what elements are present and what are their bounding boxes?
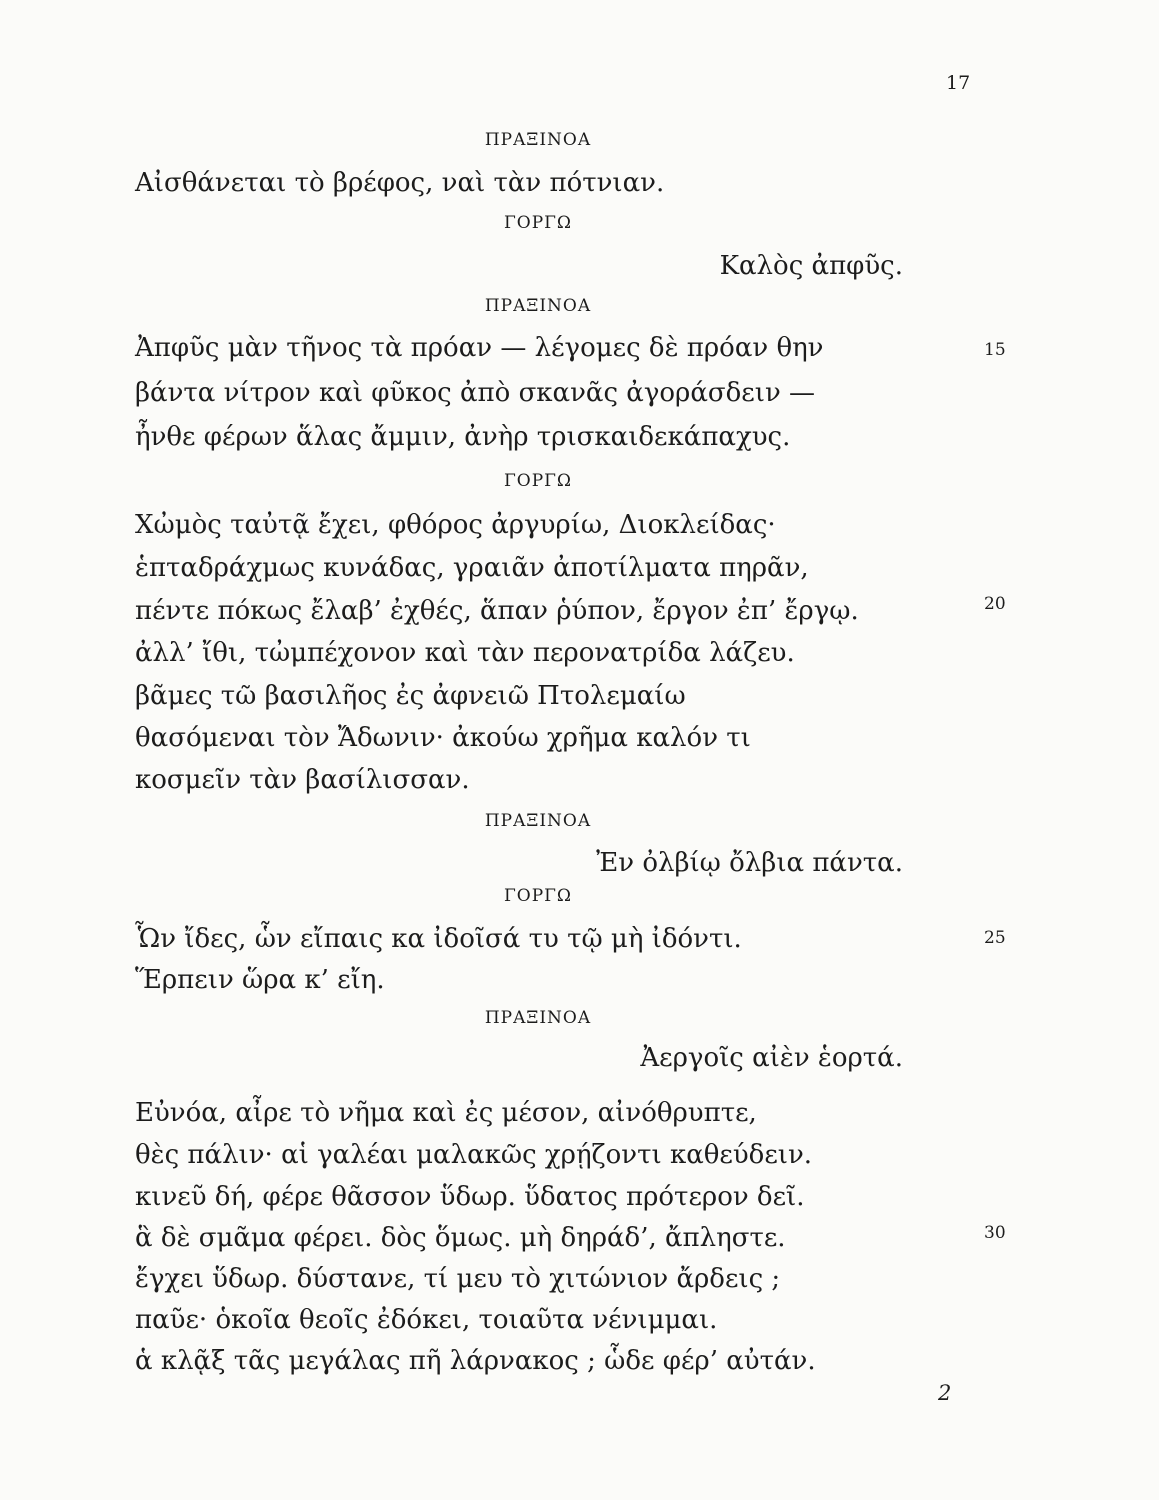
page-number: 17 bbox=[946, 72, 971, 94]
verse-line: ἁ κλᾷξ τᾶς μεγάλας πῆ λάρνακος ; ὧδε φέρ’ αὐτάν. bbox=[135, 1346, 816, 1376]
line-number: 25 bbox=[984, 928, 1006, 948]
verse-line: βᾶμες τῶ βασιλῆος ἐς ἀφνειῶ Πτολεμαίω bbox=[135, 681, 686, 711]
verse-line: Χὠμὸς ταὐτᾷ ἔχει, φθόρος ἀργυρίω, Διοκλείδας· bbox=[135, 510, 776, 540]
speaker-heading: ΠΡΑΞΙΝΟΑ bbox=[484, 1008, 592, 1028]
verse-line: Καλὸς ἀπφῦς. bbox=[719, 251, 903, 281]
verse-line: παῦε· ὁκοῖα θεοῖς ἐδόκει, τοιαῦτα νένιμμαι. bbox=[135, 1305, 718, 1335]
line-number: 15 bbox=[984, 340, 1006, 360]
speaker-heading: ΓΟΡΓΩ bbox=[503, 213, 573, 233]
speaker-heading: ΓΟΡΓΩ bbox=[503, 886, 573, 906]
verse-line: ἃ δὲ σμᾶμα φέρει. δὸς ὅμως. μὴ δηράδ’, ἄπληστε. bbox=[135, 1223, 786, 1253]
verse-line: πέντε πόκως ἔλαβ’ ἐχθές, ἅπαν ῥύπον, ἔργον ἐπ’ ἔργῳ. bbox=[135, 596, 859, 626]
verse-line: Αἰσθάνεται τὸ βρέφος, ναὶ τὰν πότνιαν. bbox=[135, 168, 665, 198]
verse-line: κοσμεῖν τὰν βασίλισσαν. bbox=[135, 765, 470, 795]
verse-line: ἀλλ’ ἴθι, τὠμπέχονον καὶ τὰν περονατρίδα λάζευ. bbox=[135, 638, 795, 668]
verse-line: Ὧν ἴδες, ὧν εἴπαις κα ἰδοῖσά τυ τῷ μὴ ἰδόντι. bbox=[135, 924, 742, 954]
verse-line: θασόμεναι τὸν Ἄδωνιν· ἀκούω χρῆμα καλόν τι bbox=[135, 723, 751, 753]
verse-line: Ἐν ὀλβίῳ ὄλβια πάντα. bbox=[596, 848, 903, 878]
verse-line: Εὐνόα, αἶρε τὸ νῆμα καὶ ἐς μέσον, αἰνόθρυπτε, bbox=[135, 1098, 757, 1128]
verse-line: ἑπταδράχμως κυνάδας, γραιᾶν ἀποτίλματα πηρᾶν, bbox=[135, 553, 809, 583]
speaker-heading: ΠΡΑΞΙΝΟΑ bbox=[484, 811, 592, 831]
verse-line: ἔγχει ὕδωρ. δύστανε, τί μευ τὸ χιτώνιον ἄρδεις ; bbox=[135, 1264, 781, 1294]
verse-line: ἦνθε φέρων ἅλας ἄμμιν, ἀνὴρ τρισκαιδεκάπαχυς. bbox=[135, 422, 791, 452]
verse-line: βάντα νίτρον καὶ φῦκος ἀπὸ σκανᾶς ἀγοράσδειν — bbox=[135, 378, 816, 408]
line-number: 20 bbox=[984, 594, 1006, 614]
verse-line: θὲς πάλιν· αἱ γαλέαι μαλακῶς χρῄζοντι καθεύδειν. bbox=[135, 1140, 813, 1170]
verse-line: κινεῦ δή, φέρε θᾶσσον ὕδωρ. ὕδατος πρότερον δεῖ. bbox=[135, 1182, 805, 1212]
verse-line: Ἀπφῦς μὰν τῆνος τὰ πρόαν — λέγομες δὲ πρόαν θην bbox=[135, 333, 824, 363]
signature-mark: 2 bbox=[938, 1381, 952, 1405]
speaker-heading: ΠΡΑΞΙΝΟΑ bbox=[484, 130, 592, 150]
line-number: 30 bbox=[984, 1223, 1006, 1243]
speaker-heading: ΓΟΡΓΩ bbox=[503, 471, 573, 491]
verse-line: Ἀεργοῖς αἰὲν ἑορτά. bbox=[640, 1043, 903, 1073]
speaker-heading: ΠΡΑΞΙΝΟΑ bbox=[484, 296, 592, 316]
verse-line: Ἕρπειν ὥρα κ’ εἴη. bbox=[135, 965, 385, 995]
